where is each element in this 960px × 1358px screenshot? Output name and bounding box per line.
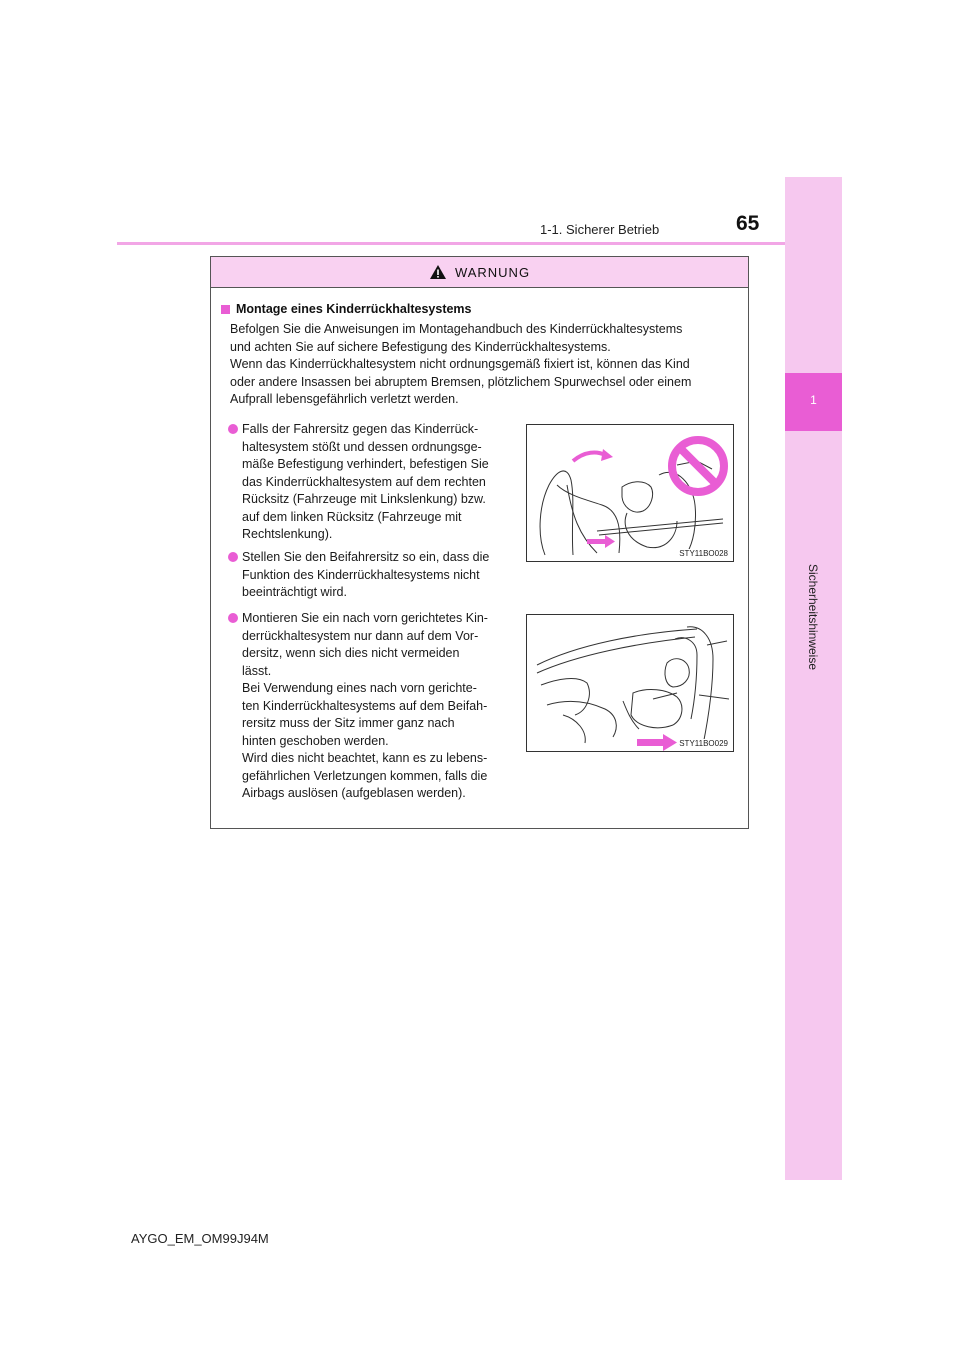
bullet-line: lässt. <box>242 663 272 678</box>
warning-subheading <box>221 302 472 316</box>
bullet-line: Falls der Fahrersitz gegen das Kinderrück- <box>242 422 479 436</box>
bullet-line: rersitz muss der Sitz immer ganz nach <box>242 716 455 730</box>
figure-code: STY11BO028 <box>679 549 728 558</box>
chapter-side-tab <box>785 177 842 1180</box>
chapter-name: Sicherheitshinweise <box>806 563 820 671</box>
paragraph-line: Aufprall lebensgefährlich verletzt werden. <box>230 392 459 406</box>
figure-child-seat-blocked <box>526 424 734 562</box>
bullet-line: Funktion des Kinderrückhaltesystems nicht <box>242 567 480 582</box>
bullet-line: Rücksitz (Fahrzeuge mit Linkslenkung) bzw. <box>242 492 486 506</box>
bullet-item <box>228 610 518 803</box>
chapter-number-block <box>785 373 842 431</box>
header-rule <box>117 242 785 245</box>
bullet-line: gefährlichen Verletzungen kommen, falls die <box>242 768 488 783</box>
paragraph-line: und achten Sie auf sichere Befestigung des Kinderrückhaltesystems. <box>230 339 611 354</box>
bullet-line: beeinträchtigt wird. <box>242 585 347 599</box>
section-title: 1-1. Sicherer Betrieb <box>540 222 660 237</box>
circle-bullet-icon <box>228 552 238 562</box>
bullet-line: Bei Verwendung eines nach vorn gerichte- <box>242 681 477 695</box>
warning-box <box>210 256 749 829</box>
figure-forward-facing-seat <box>526 614 734 752</box>
bullet-line: Rechtslenkung). <box>242 527 333 541</box>
warning-title: WARNUNG <box>454 264 531 280</box>
subheading-text: Montage eines Kinderrückhaltesystems <box>236 302 472 316</box>
paragraph-line: Wenn das Kinderrückhaltesystem nicht ordnungsgemäß fixiert ist, können das Kind <box>230 357 690 371</box>
figure-code: STY11BO029 <box>679 739 728 748</box>
footer-doc-code: AYGO_EM_OM99J94M <box>131 1231 269 1246</box>
paragraph-line: oder andere Insassen bei abruptem Bremsen, plötzlichem Spurwechsel oder einem <box>230 374 692 389</box>
bullet-item <box>228 549 518 602</box>
bullet-line: derrückhaltesystem nur dann auf dem Vor- <box>242 628 479 643</box>
bullet-line: Stellen Sie den Beifahrersitz so ein, dass die <box>242 550 490 564</box>
bullet-line: dersitz, wenn sich dies nicht vermeiden <box>242 646 460 660</box>
bullet-line: Airbags auslösen (aufgeblasen werden). <box>242 786 466 800</box>
page-number: 65 <box>736 212 760 235</box>
circle-bullet-icon <box>228 613 238 623</box>
circle-bullet-icon <box>228 424 238 434</box>
bullet-item <box>228 421 518 544</box>
bullet-line: Wird dies nicht beachtet, kann es zu lebens- <box>242 751 488 765</box>
bullet-line: ten Kinderrückhaltesystems auf dem Beifah- <box>242 698 488 713</box>
square-bullet-icon <box>221 305 230 314</box>
paragraph-line: Befolgen Sie die Anweisungen im Montagehandbuch des Kinderrückhaltesystems <box>230 322 683 336</box>
bullet-line: Montieren Sie ein nach vorn gerichtetes Kin- <box>242 611 488 625</box>
warning-paragraph <box>230 321 741 409</box>
warning-triangle-icon <box>429 264 447 280</box>
bullet-line: auf dem linken Rücksitz (Fahrzeuge mit <box>242 509 462 524</box>
bullet-line: das Kinderrückhaltesystem auf dem rechten <box>242 474 486 489</box>
warning-header <box>211 257 748 288</box>
child-seat-conflict-illustration <box>527 425 733 561</box>
bullet-line: haltesystem stößt und dessen ordnungsge- <box>242 439 482 454</box>
forward-facing-seat-illustration <box>527 615 733 751</box>
chapter-number: 1 <box>810 393 817 407</box>
bullet-line: mäße Befestigung verhindert, befestigen Sie <box>242 457 489 471</box>
bullet-line: hinten geschoben werden. <box>242 733 389 748</box>
